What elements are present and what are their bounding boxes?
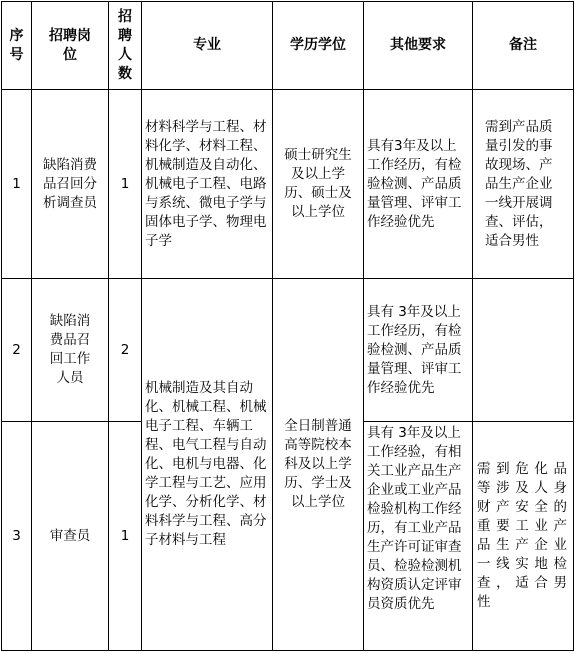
row-other: 具有 3年及以上工作经验，有相关工业产品生产企业或工业产品检验机构工作经历，有工业产品生产许可证审查员、检验检测机构资质认定评审员资质优先 bbox=[364, 422, 473, 651]
row-seq: 3 bbox=[2, 422, 32, 651]
row-remarks: 需到危化品等涉及人身财产安全的重要工业产品生产企业一线实地检查，适合男性 bbox=[473, 422, 574, 651]
row-other: 具有 3年及以上工作经历，有检验检测、产品质量管理、评审工作经验优先 bbox=[364, 279, 473, 422]
row-major: 材料科学与工程、材料化学、材料工程、机械制造及自动化、机械电子工程、电路与系统、微电子学与固体电子学、物理电子学 bbox=[142, 90, 273, 279]
header-position: 招聘岗位 bbox=[32, 2, 109, 90]
row-degree: 硕士研究生及以上学历、硕士及以上学位 bbox=[273, 90, 364, 279]
row-count: 2 bbox=[109, 279, 142, 422]
header-remarks: 备注 bbox=[473, 2, 574, 90]
row-seq: 1 bbox=[2, 90, 32, 279]
table-row bbox=[2, 90, 574, 279]
recruitment-table bbox=[1, 1, 574, 651]
header-seq: 序号 bbox=[2, 2, 32, 90]
header-row bbox=[2, 2, 574, 90]
row-seq: 2 bbox=[2, 279, 32, 422]
row-count: 1 bbox=[109, 90, 142, 279]
header-major: 专业 bbox=[142, 2, 273, 90]
row-position: 缺陷消费品召回工作人员 bbox=[32, 279, 109, 422]
row-count: 1 bbox=[109, 422, 142, 651]
table-row bbox=[2, 279, 574, 422]
row-other: 具有3年及以上工作经历，有检验检测、产品质量管理、评审工作经验优先 bbox=[364, 90, 473, 279]
row-remarks-empty bbox=[473, 279, 574, 422]
row-position: 审查员 bbox=[32, 422, 109, 651]
row-position: 缺陷消费品召回分析调查员 bbox=[32, 90, 109, 279]
shared-degree: 全日制普通高等院校本科及以上学历、学士及以上学位 bbox=[273, 279, 364, 651]
shared-major: 机械制造及其自动化、机械工程、机械电子工程、车辆工程、电气工程与自动化、电机与电器、化学工程与工艺、应用化学、分析化学、材料科学与工程、高分子材料与工程 bbox=[142, 279, 273, 651]
header-degree: 学历学位 bbox=[273, 2, 364, 90]
header-count: 招聘人数 bbox=[109, 2, 142, 90]
header-other: 其他要求 bbox=[364, 2, 473, 90]
row-remarks: 需到产品质量引发的事故现场、产品生产企业一线开展调查、评估，适合男性 bbox=[473, 90, 574, 279]
